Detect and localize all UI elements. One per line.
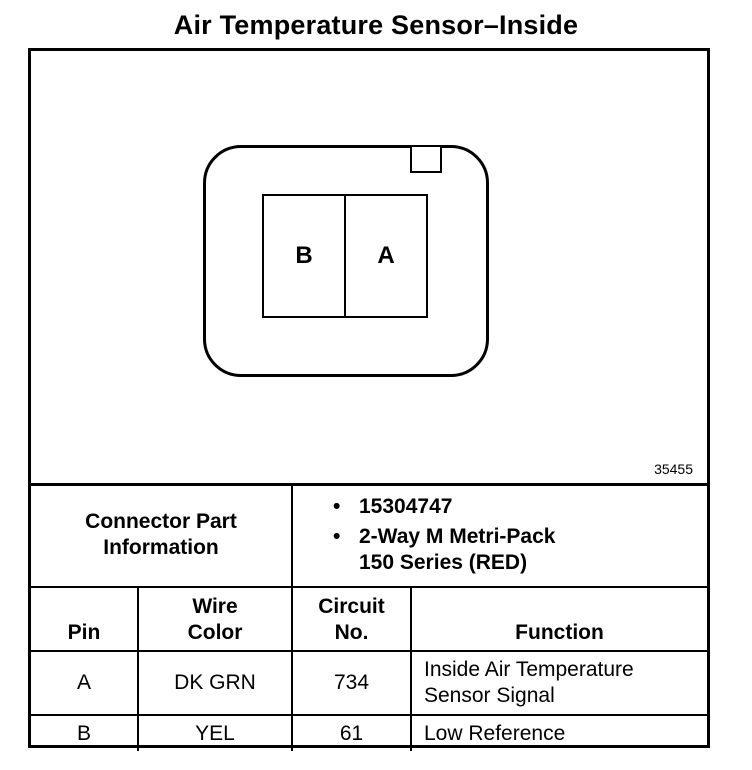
row-b-function: Low Reference: [411, 715, 707, 751]
row-a-function-line2: Sensor Signal: [424, 684, 555, 707]
row-b-wire-color: YEL: [138, 715, 292, 751]
header-wire-line1: Wire: [192, 595, 238, 618]
header-pin: Pin: [31, 587, 138, 651]
header-circuit-line2: No.: [334, 621, 369, 644]
connector-part-label-line1: Connector Part: [85, 509, 237, 533]
row-a-wire-color: DK GRN: [138, 651, 292, 715]
header-wire-color: [138, 587, 292, 651]
header-wire-line2: Color: [187, 621, 243, 644]
part-number: • 15304747: [359, 494, 453, 518]
connector-type-line2: 150 Series (RED): [359, 550, 528, 574]
connector-diagram: [31, 51, 707, 486]
header-circuit-line1: Circuit: [318, 595, 385, 618]
connector-housing: [203, 145, 489, 377]
figure-number: 35455: [654, 461, 693, 477]
connector-type-line1: • 2-Way M Metri-Pack: [359, 524, 556, 548]
connector-part-row: [31, 483, 707, 587]
row-b-circuit: 61: [292, 715, 411, 751]
part-number-bullet: [333, 494, 707, 520]
row-a-circuit: 734: [292, 651, 411, 715]
table-row: [31, 651, 707, 715]
connector-part-label: [31, 483, 292, 587]
pin-cavity-b: B: [262, 194, 346, 318]
connector-info-table: [31, 483, 707, 751]
row-a-function: [411, 651, 707, 715]
connector-part-details: [292, 483, 707, 587]
table-header-row: [31, 587, 707, 651]
row-b-pin: B: [31, 715, 138, 751]
connector-frame: [28, 48, 710, 748]
connector-part-label-line2: Information: [103, 535, 219, 559]
pin-cavity-a: A: [344, 194, 428, 318]
connector-type-bullet: [333, 524, 707, 576]
connector-key-tab: [410, 145, 442, 173]
row-a-function-line1: Inside Air Temperature: [424, 658, 634, 681]
header-function: Function: [411, 587, 707, 651]
page-title: Air Temperature Sensor–Inside: [173, 10, 579, 40]
table-row: [31, 715, 707, 751]
row-a-pin: A: [31, 651, 138, 715]
header-circuit-no: [292, 587, 411, 651]
